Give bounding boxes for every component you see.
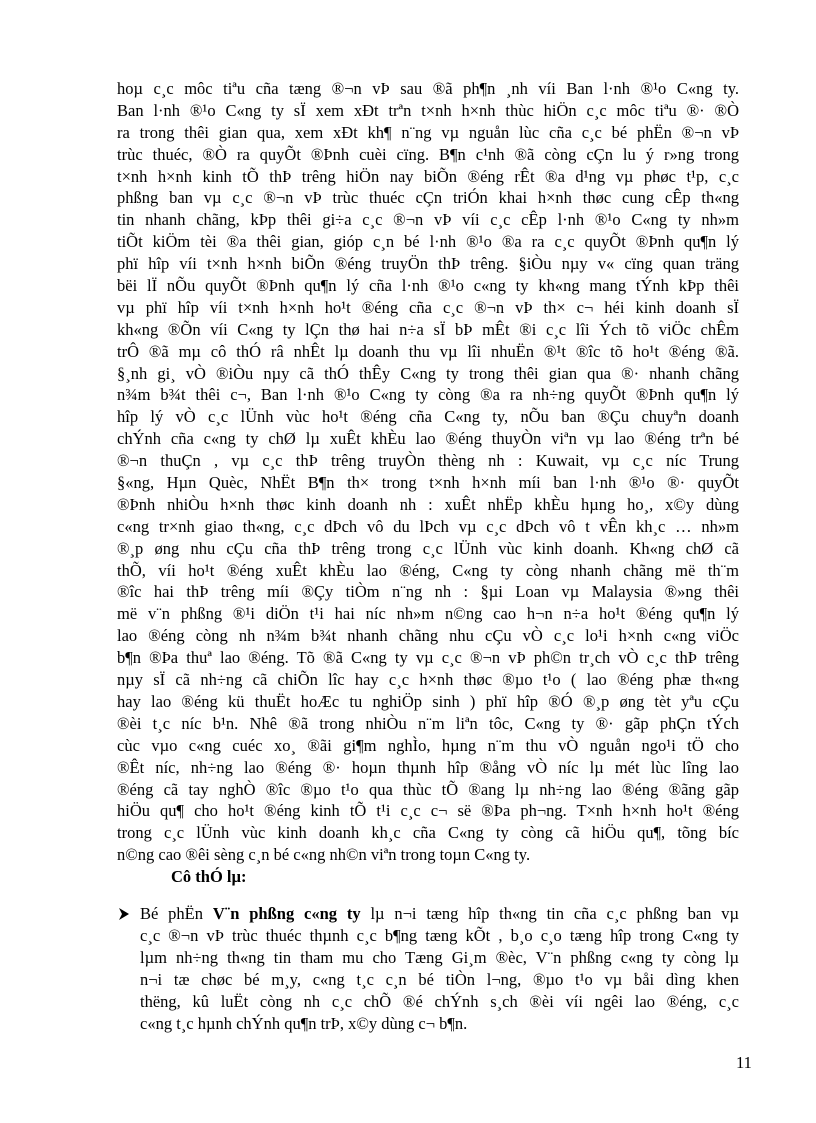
paragraph-line: thÕ, víi ho¹t ®éng xuÊt khÈu lao ®éng, C«ng ty còng nhanh chãng më th¨m [117,560,739,580]
paragraph-line: hîp lý vÒ c¸c lÜnh vùc ho¹t ®éng cña C«ng ty, nÕu ban ®Çu chuyªn doanh [117,407,739,427]
arrow-bullet-icon [117,903,131,925]
paragraph-line: ®¸p øng nhu cÇu cña thÞ trêng trong c¸c lÜnh vùc kinh doanh. Kh«ng chØ cã [117,538,739,558]
paragraph-line: hoµ c¸c môc tiªu cña tæng ®¬n vÞ sau ®ã ph¶n ¸nh víi Ban l·nh ®¹o C«ng ty. [117,79,739,98]
paragraph-line: ®èi t¸c níc b¹n. Nhê ®ã trong nhiÒu n¨m liªn tôc, C«ng ty ®· gãp phÇn tÝch [117,713,739,733]
paragraph-line: §¸nh gi¸ vÒ ®iÒu nµy cã thÓ thÊy C«ng ty trong thêi gian qua ®· nhanh chãng [117,363,739,383]
paragraph-line: bëi lÏ nÕu quyÕt ®Þnh qu¶n lý cña l·nh ®¹o c«ng ty kh«ng mang tÝnh kÞp thêi [117,276,739,296]
paragraph-line: chÝnh cña c«ng ty chØ lµ xuÊt khÈu lao ®éng thuyÒn viªn vµ lao ®éng trªn bé [117,429,739,449]
paragraph-line: phßng ban vµ c¸c ®¬n vÞ trùc thuéc cÇn triÓn khai h×nh thøc cung cÊp th«ng [117,188,739,208]
paragraph-line: phï hîp víi t×nh h×nh biÕn ®éng truyÖn thÞ trêng. §iÒu nµy v« cïng quan träng [117,254,739,274]
paragraph-line: n¾m b¾t thêi c¬, Ban l·nh ®¹o C«ng ty còng ®a ra nh÷ng quyÕt ®Þnh qu¶n lý [117,385,739,405]
bullet-line: c«ng t¸c hµnh chÝnh qu¶n trÞ, x©y dùng c¬ b¶n. [140,1014,468,1033]
paragraph-line: t×nh h×nh kinh tÕ thÞ trêng hiÖn nay biÕn ®éng rÊt ®a d¹ng vµ phøc t¹p, c¸c [117,166,739,186]
paragraph-line: Ban l·nh ®¹o C«ng ty sÏ xem xÐt trªn t×nh h×nh thùc hiÖn c¸c môc tiªu ®· ®Ò [117,100,739,120]
paragraph-line: trÔ ®ã mµ cô thÓ râ nhÊt lµ doanh thu vµ lîi nhuËn ®¹t ®îc tõ ho¹t ®éng ®ã. [117,341,739,361]
bullet-line: thëng, kû luËt còng nh c¸c chÕ ®é chÝnh s¸ch ®èi víi ngêi lao ®éng, c¸c [140,992,739,1011]
section-subheading: Cô thÓ lµ: [171,867,247,886]
paragraph-line: c«ng tr×nh giao th«ng, c¸c dÞch vô du lÞch vµ c¸c dÞch vô t vÊn kh¸c … nh»m [117,516,739,536]
paragraph-line: ra trong thêi gian qua, xem xÐt kh¶ n¨ng vµ nguån lùc cña c¸c bé phËn ®¬n vÞ [117,122,739,142]
bullet-line [140,903,739,925]
paragraph-line: §«ng, Hµn Quèc, NhËt B¶n th× trong t×nh h×nh míi ban l·nh ®¹o ®· quyÕt [117,473,739,493]
paragraph-line: kh«ng ®Õn víi C«ng ty lÇn thø hai n÷a sÏ bÞ mÊt ®i c¸c lîi Ých tõ viÖc chÊm [117,319,739,339]
paragraph-line: vµ phï hîp víi t×nh h×nh ho¹t ®éng cña c¸c ®¬n vÞ th× c¬ héi kinh doanh sÏ [117,297,739,317]
paragraph-line: cùc vµo c«ng cuéc xo¸ ®ãi gi¶m nghÌo, hµng n¨m thu vÒ nguån ngo¹i tÖ cho [117,735,739,755]
paragraph-line: trùc thuéc, ®Ò ra quyÕt ®Þnh cuèi cïng. B¶n c¹nh ®ã còng cÇn lu ý r»ng trong [117,144,739,164]
page-number: 11 [736,1053,752,1072]
paragraph-line: ®Êt níc, nh÷ng lao ®éng ®· hoµn thµnh hîp ®ång vÒ níc lµ mét lùc lîng lao [117,757,739,777]
paragraph-line: ®¬n thuÇn , vµ c¸c thÞ trêng truyÒn thèng nh : Kuwait, vµ c¸c níc Trung [117,451,739,471]
bullet-line: lµm nh÷ng th«ng tin tham mu cho Tæng Gi¸m ®èc, V¨n phßng c«ng ty còng lµ [140,948,739,967]
paragraph-line: n©ng cao ®êi sèng c¸n bé c«ng nh©n viªn trong toµn C«ng ty. [117,845,531,865]
bullet-prefix: Bé phËn [140,904,213,923]
paragraph-line: hiÖu qu¶ cho ho¹t ®éng kinh tÕ t¹i c¸c c¬ së ®Þa ph¬ng. T×nh h×nh ho¹t ®éng [117,801,739,821]
paragraph-line: tiÕt kiÖm tèi ®a thêi gian, gióp c¸n bé l·nh ®¹o ®a ra c¸c quyÕt ®Þnh qu¶n lý [117,232,739,252]
paragraph-line: b¶n ®Þa thuª lao ®éng. Tõ ®ã C«ng ty vµ c¸c ®¬n vÞ ph©n tr¸ch vÒ c¸c thÞ trêng [117,648,739,668]
bullet-bold-term: V¨n phßng c«ng ty [212,904,361,923]
paragraph-line: ®éng cã tay nghÒ ®îc ®µo t¹o qua thùc tÕ ®ang lµ nh÷ng lao ®éng ®ãng gãp [117,779,739,799]
bullet-line: n¬i tæ chøc bé m¸y, c«ng t¸c c¸n bé tiÒn l¬ng, ®µo t¹o vµ båi dìng khen [140,970,739,989]
body-paragraph [117,78,739,866]
paragraph-line: hay lao ®éng kü thuËt hoÆc tu nghiÖp sinh ) phï hîp ®Ó ®¸p øng tèt yªu cÇu [117,691,739,711]
paragraph-line: trong c¸c lÜnh vùc kinh doanh kh¸c cña C«ng ty còng cã hiÖu qu¶, tõng bíc [117,823,739,843]
paragraph-line: lao ®éng còng nh n¾m b¾t nhanh chãng nhu cÇu vÒ c¸c lo¹i h×nh c«ng viÖc [117,626,739,646]
bullet-text [140,903,739,1035]
bullet-line: c¸c ®¬n vÞ trùc thuéc thµnh c¸c b¶ng tæng kÕt , b¸o c¸o tæng hîp trong C«ng ty [140,926,739,945]
bullet-suffix: lµ n¬i tæng hîp th«ng tin cña c¸c phßng ban vµ [360,904,739,923]
paragraph-line: ®îc hai thÞ trêng míi ®Çy tiÒm n¨ng nh : §µi Loan vµ Malaysia ®»ng thêi [117,582,739,602]
paragraph-line: ®Þnh nhiÒu h×nh thøc kinh doanh nh : xuÊt nhËp khÈu hµng ho¸, x©y dùng [117,494,739,514]
paragraph-line: nµy sÏ cã nh÷ng cã chiÕn lîc hay c¸c h×nh thøc ®µo t¹o ( lao ®éng phæ th«ng [117,670,739,690]
paragraph-line: tin nhanh chãng, kÞp thêi gi÷a c¸c ®¬n vÞ víi c¸c cÊp l·nh ®¹o C«ng ty nh»m [117,210,739,230]
paragraph-line: më v¨n phßng ®¹i diÖn t¹i hai níc nh»m n©ng cao h¬n n÷a ho¹t ®éng qu¶n lý [117,604,739,624]
